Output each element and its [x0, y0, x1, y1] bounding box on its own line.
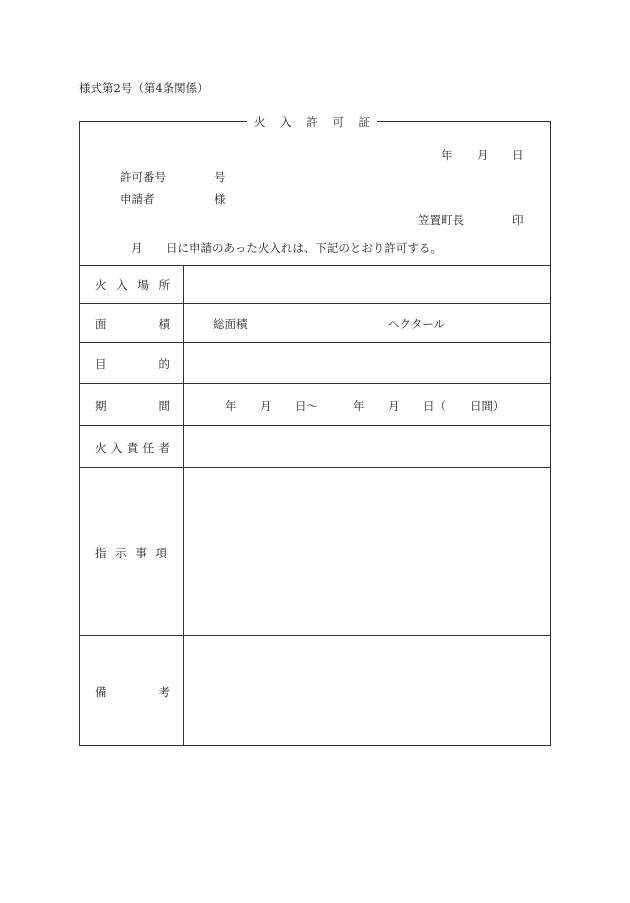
label-char: 所	[158, 278, 170, 292]
table-divider	[79, 383, 551, 384]
period-end-month: 月	[388, 399, 400, 413]
period-end-day: 日（	[423, 399, 446, 413]
label-char: 面	[95, 317, 107, 331]
table-divider	[79, 265, 551, 266]
label-char: 備	[95, 685, 107, 699]
row-label-purpose	[95, 356, 170, 372]
applicant-honorific: 様	[214, 192, 226, 206]
label-char: 考	[158, 685, 170, 699]
period-end-year: 年	[353, 399, 365, 413]
label-char: 項	[155, 546, 167, 560]
row-label-burn-manager	[95, 440, 170, 456]
label-char: 事	[135, 546, 147, 560]
row-label-area	[95, 316, 170, 332]
date-year: 年	[441, 148, 453, 162]
row-label-burn-site	[95, 277, 170, 293]
label-char: 期	[95, 399, 107, 413]
label-char: 目	[95, 357, 107, 371]
label-char: 場	[137, 278, 149, 292]
label-column-divider	[183, 265, 184, 746]
title-char: 可	[332, 115, 344, 129]
table-divider	[79, 342, 551, 343]
label-char: 間	[158, 399, 170, 413]
label-char: 指	[95, 546, 107, 560]
label-char: 入	[110, 441, 123, 455]
row-label-period	[95, 398, 170, 414]
table-divider	[79, 425, 551, 426]
date-month: 月	[477, 148, 489, 162]
statement-text: 日に申請のあった火入れは、下記のとおり許可する。	[166, 241, 442, 255]
label-char: 者	[158, 441, 170, 455]
seal-mark: 印	[512, 213, 524, 227]
form-number: 様式第2号（第4条関係）	[79, 81, 209, 95]
permit-frame	[79, 121, 551, 746]
row-label-instructions	[95, 545, 167, 561]
statement-month: 月	[131, 241, 143, 255]
issuer-title: 笠置町長	[418, 213, 464, 227]
label-char: 火	[95, 278, 107, 292]
period-start-month: 月	[260, 399, 272, 413]
period-days: 日間）	[470, 399, 505, 413]
label-char: 的	[158, 357, 170, 371]
area-unit: ヘクタール	[388, 317, 446, 331]
title-char: 許	[306, 115, 318, 129]
period-start-day: 日〜	[295, 399, 318, 413]
label-char: 責	[126, 441, 139, 455]
row-label-remarks	[95, 684, 170, 700]
title-char: 入	[280, 115, 292, 129]
label-char: 火	[95, 441, 107, 455]
applicant-label: 申請者	[120, 192, 155, 206]
area-total-label: 総面積	[213, 317, 248, 331]
label-char: 任	[142, 441, 155, 455]
title-char: 証	[358, 115, 370, 129]
period-start-year: 年	[225, 399, 237, 413]
label-char: 示	[115, 546, 127, 560]
title-char: 火	[254, 115, 266, 129]
date-day: 日	[512, 148, 524, 162]
permit-number-suffix: 号	[214, 170, 226, 184]
document-title	[248, 114, 376, 130]
permit-number-label: 許可番号	[120, 170, 166, 184]
label-char: 入	[116, 278, 128, 292]
table-divider	[79, 635, 551, 636]
label-char: 積	[158, 317, 170, 331]
table-divider	[79, 303, 551, 304]
table-divider	[79, 467, 551, 468]
